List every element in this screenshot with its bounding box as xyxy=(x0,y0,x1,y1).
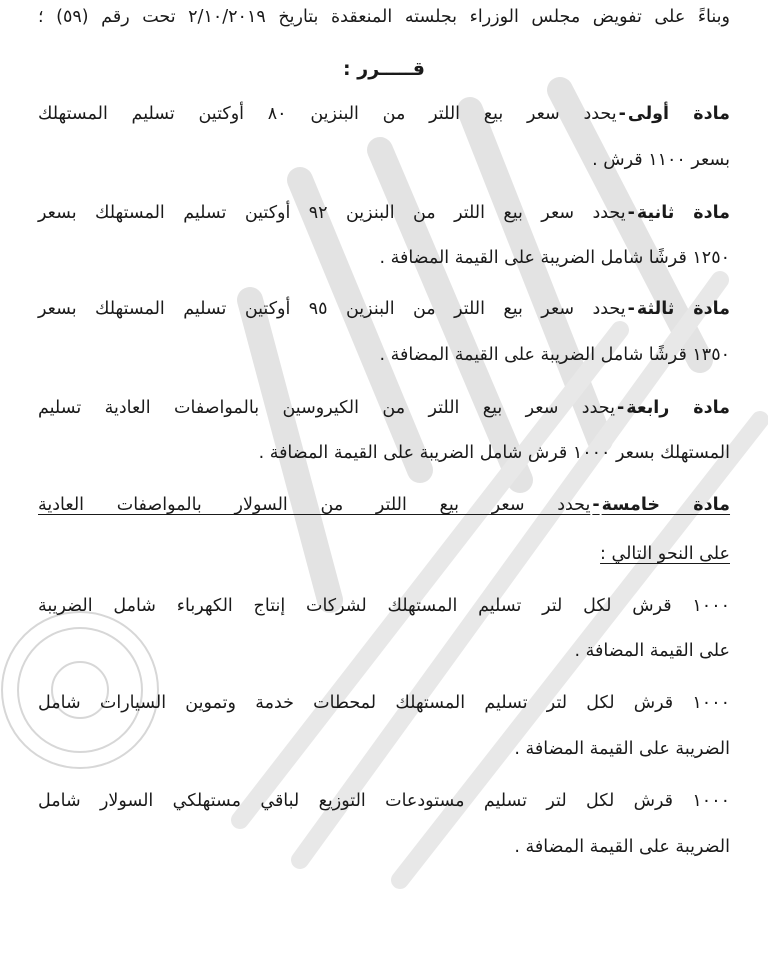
article-5-text: يحدد سعر بيع اللتر من السولار بالمواصفات العادية xyxy=(38,495,591,515)
decided-heading: قـــــرر : xyxy=(343,58,425,80)
article-1-line-1: مادة أولى-يحدد سعر بيع اللتر من البنزين ٨٠ أوكتين تسليم المستهلك xyxy=(38,104,730,124)
item-3-line-1: ١٠٠٠ قرش لكل لتر تسليم مستودعات التوزيع لباقي مستهلكي السولار شامل xyxy=(38,791,730,811)
article-4-line-1: مادة رابعة-يحدد سعر بيع اللتر من الكيروسين بالمواصفات العادية تسليم xyxy=(38,398,730,418)
article-4-line-2: المستهلك بسعر ١٠٠٠ قرش شامل الضريبة على القيمة المضافة . xyxy=(258,443,730,463)
article-1-title: مادة أولى xyxy=(627,104,730,124)
article-1-line-2: بسعر ١١٠٠ قرش . xyxy=(592,150,730,170)
article-2-text: يحدد سعر بيع اللتر من البنزين ٩٢ أوكتين تسليم المستهلك بسعر xyxy=(38,203,626,223)
article-5-line-2: على النحو التالي : xyxy=(600,544,730,564)
article-1-text: يحدد سعر بيع اللتر من البنزين ٨٠ أوكتين تسليم المستهلك xyxy=(38,104,617,124)
item-1-line-1: ١٠٠٠ قرش لكل لتر تسليم المستهلك لشركات إنتاج الكهرباء شامل الضريبة xyxy=(38,596,730,616)
article-2-line-1: مادة ثانية-يحدد سعر بيع اللتر من البنزين ٩٢ أوكتين تسليم المستهلك بسعر xyxy=(38,203,730,223)
article-4-text: يحدد سعر بيع اللتر من الكيروسين بالمواصفات العادية تسليم xyxy=(38,398,615,418)
article-3-title: مادة ثالثة xyxy=(636,299,730,319)
intro-line: وبناءً على تفويض مجلس الوزراء بجلسته المنعقدة بتاريخ ٢/١٠/٢٠١٩ تحت رقم (٥٩) ؛ xyxy=(38,7,730,27)
article-2-title: مادة ثانية xyxy=(636,203,730,223)
article-4-title: مادة رابعة xyxy=(626,398,730,418)
article-3-line-2: ١٣٥٠ قرشًا شامل الضريبة على القيمة المضافة . xyxy=(379,345,730,365)
article-2-line-2: ١٢٥٠ قرشًا شامل الضريبة على القيمة المضافة . xyxy=(379,248,730,268)
item-2-line-1: ١٠٠٠ قرش لكل لتر تسليم المستهلك لمحطات خدمة وتموين السيارات شامل xyxy=(38,693,730,713)
article-3-text: يحدد سعر بيع اللتر من البنزين ٩٥ أوكتين تسليم المستهلك بسعر xyxy=(38,299,626,319)
article-5-title: مادة خامسة xyxy=(601,495,731,515)
item-2-line-2: الضريبة على القيمة المضافة . xyxy=(514,739,730,759)
item-3-line-2: الضريبة على القيمة المضافة . xyxy=(514,837,730,857)
item-1-line-2: على القيمة المضافة . xyxy=(574,641,730,661)
article-5-line-1: مادة خامسة-يحدد سعر بيع اللتر من السولار بالمواصفات العادية xyxy=(38,495,731,515)
article-3-line-1: مادة ثالثة-يحدد سعر بيع اللتر من البنزين ٩٥ أوكتين تسليم المستهلك بسعر xyxy=(38,299,730,319)
